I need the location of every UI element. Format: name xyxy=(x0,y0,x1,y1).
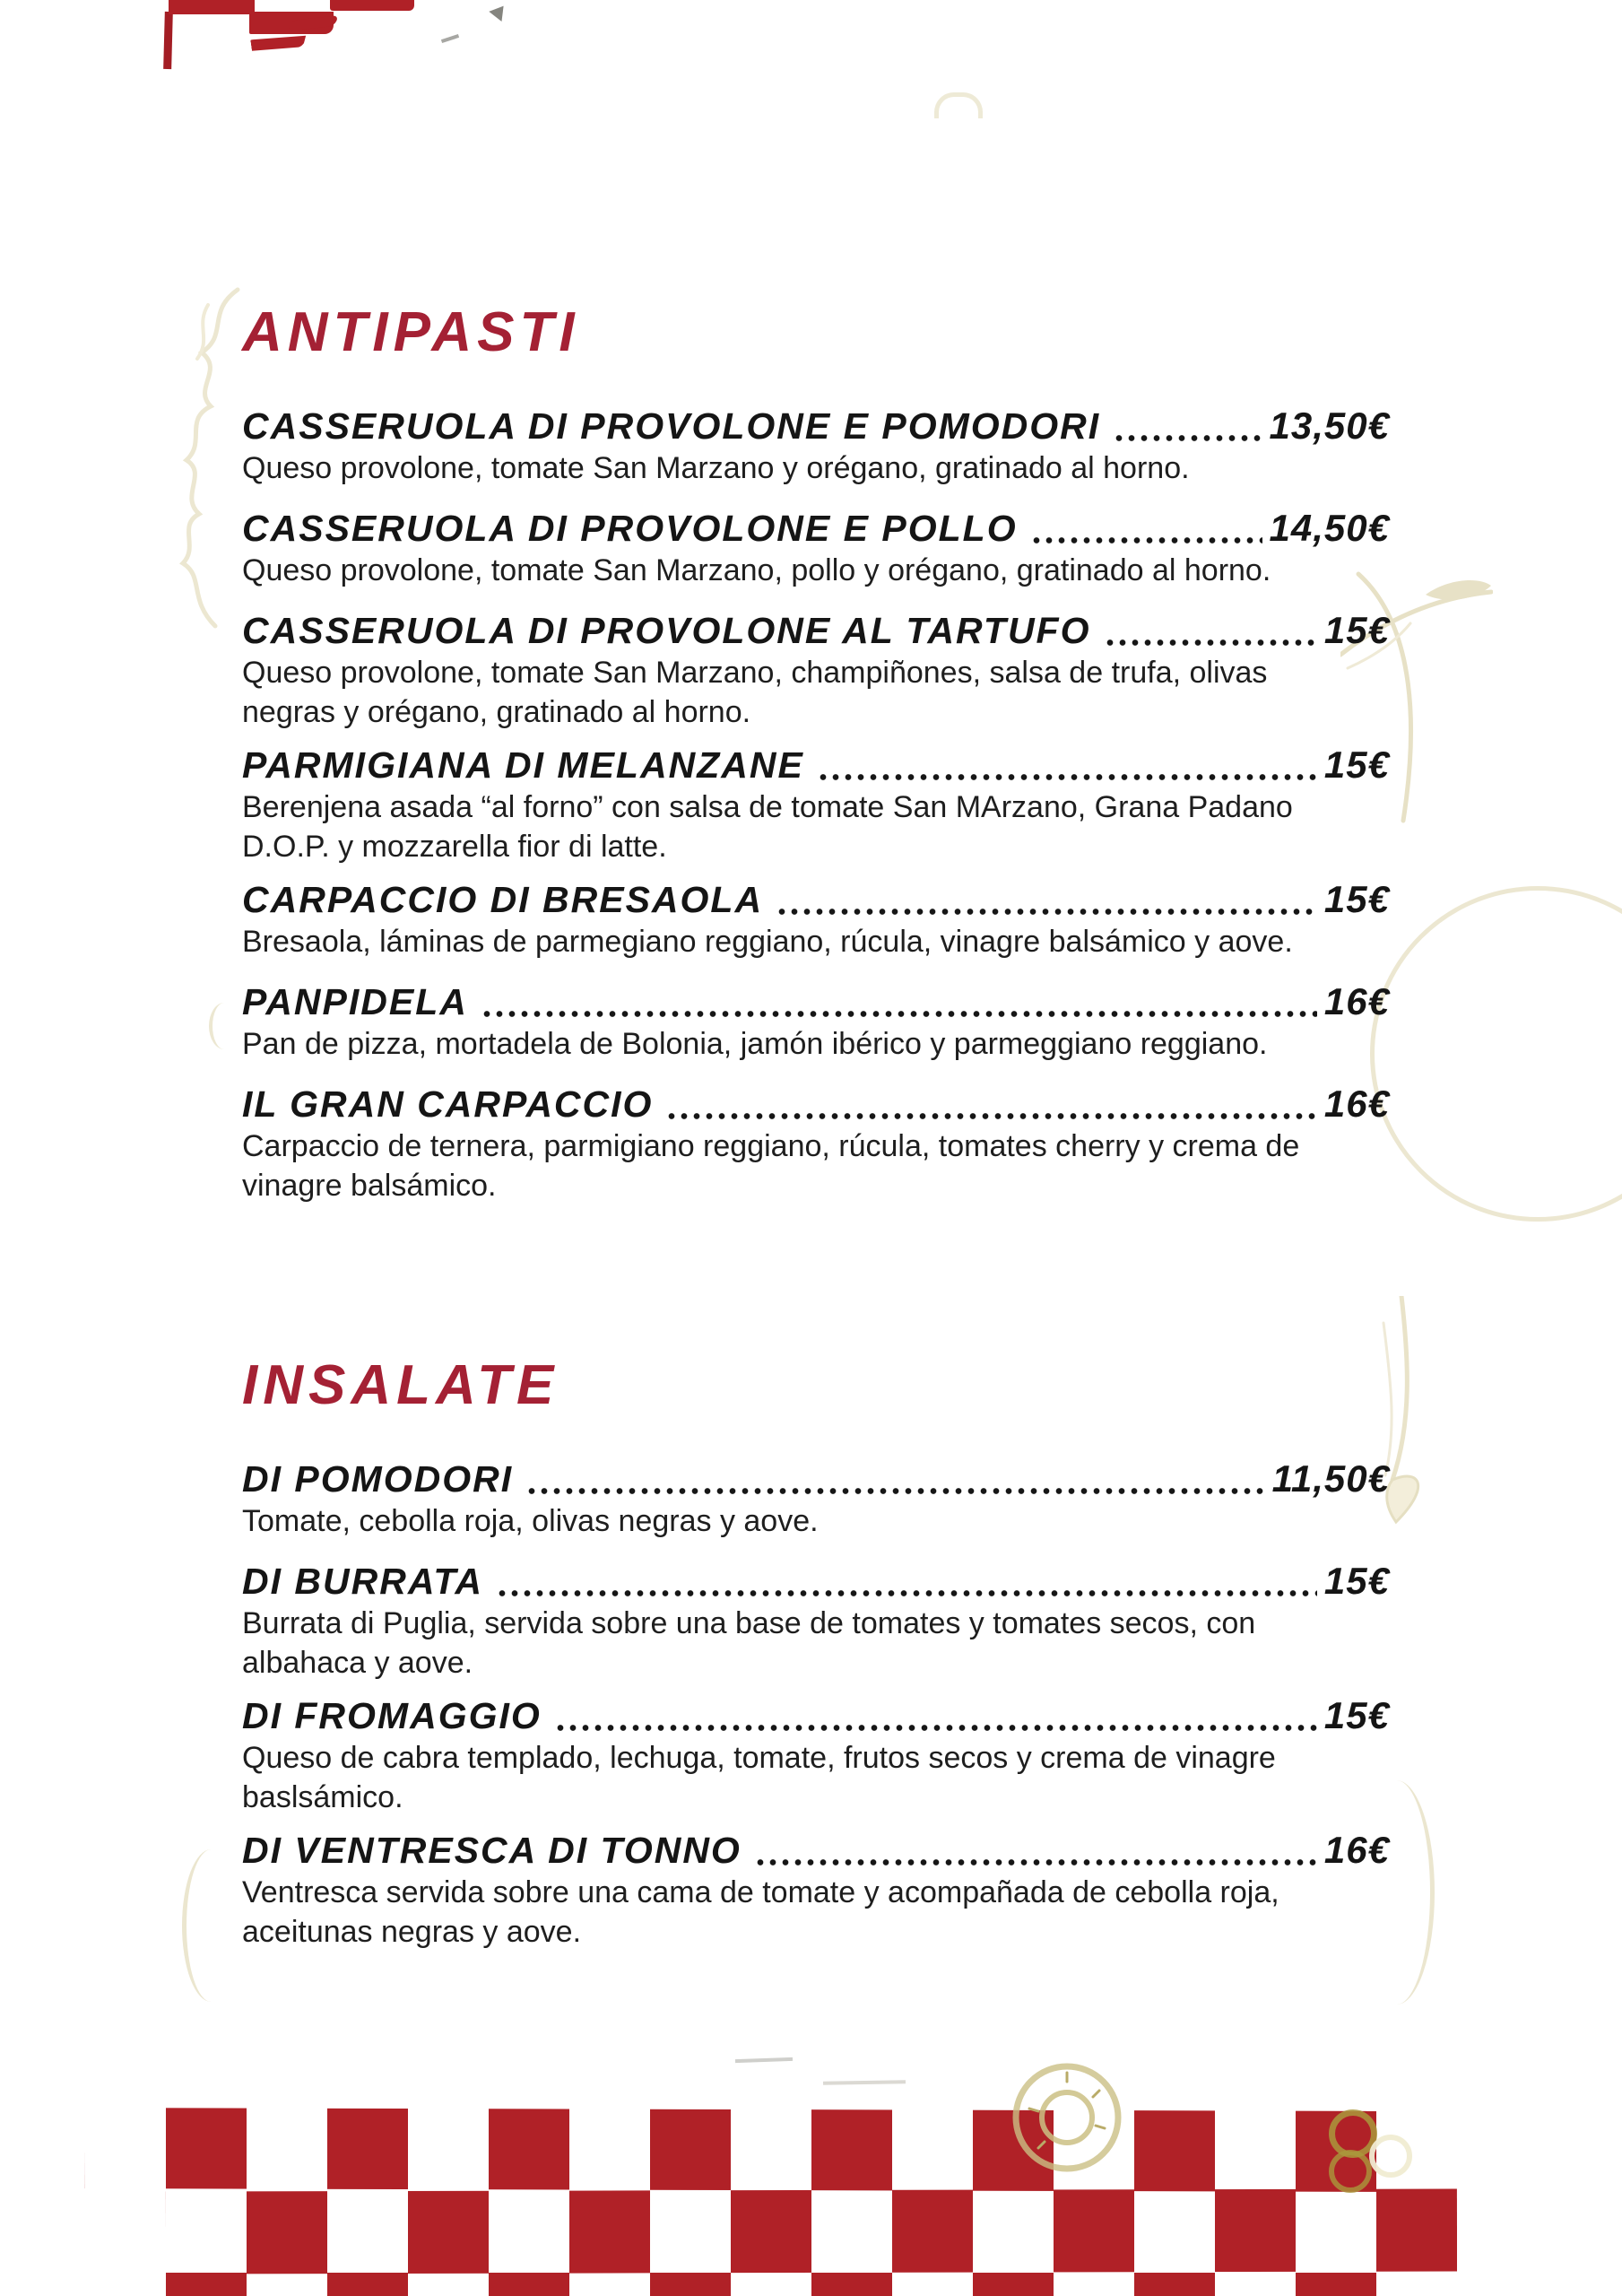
item-name: CASSERUOLA DI PROVOLONE E POMODORI xyxy=(242,405,1101,447)
menu-item xyxy=(242,1457,1390,1541)
leaf-squiggle-doodle xyxy=(152,285,251,653)
item-description-line: Pan de pizza, mortadela de Bolonia, jamón ibérico y parmeggiano reggiano. xyxy=(242,1027,1268,1061)
item-row xyxy=(242,1082,1390,1126)
dotted-leader xyxy=(665,1112,1316,1120)
item-price: 15€ xyxy=(1323,1560,1390,1602)
item-row xyxy=(242,506,1390,551)
ink-speck xyxy=(441,34,459,43)
item-description-line: Queso provolone, tomate San Marzano, pollo y orégano, gratinado al horno. xyxy=(242,553,1271,587)
item-price: 16€ xyxy=(1323,1829,1390,1871)
item-price: 16€ xyxy=(1323,1083,1390,1125)
menu-item xyxy=(242,608,1390,732)
item-description-line: aceitunas negras y aove. xyxy=(242,1915,582,1949)
menu-item xyxy=(242,506,1390,590)
item-description xyxy=(242,1873,1390,1952)
dotted-leader xyxy=(817,773,1317,781)
item-name: CASSERUOLA DI PROVOLONE E POLLO xyxy=(242,508,1018,549)
item-description-line: Carpaccio de ternera, parmigiano reggiano, rúcula, tomates cherry y crema de xyxy=(242,1129,1300,1163)
item-description-line: Queso de cabra templado, lechuga, tomate, frutos secos y crema de vinagre xyxy=(242,1741,1276,1775)
item-row xyxy=(242,404,1390,448)
item-description-line: baslsámico. xyxy=(242,1780,403,1814)
item-name: PANPIDELA xyxy=(242,981,468,1022)
gray-smudge xyxy=(735,2057,793,2063)
checker-fragment-square xyxy=(330,0,414,11)
menu-item xyxy=(242,979,1390,1064)
item-row xyxy=(242,1828,1390,1873)
item-price: 16€ xyxy=(1323,980,1390,1022)
dotted-leader xyxy=(1030,536,1262,544)
item-price: 15€ xyxy=(1323,609,1390,651)
item-description xyxy=(242,551,1390,590)
pale-ring-doodle xyxy=(1369,2135,1412,2178)
item-description xyxy=(242,1604,1390,1683)
dotted-leader xyxy=(481,1010,1317,1018)
item-description xyxy=(242,1024,1390,1064)
stamp-ring-doodle xyxy=(1011,2062,1123,2173)
brush-stroke xyxy=(250,32,308,54)
item-name: DI FROMAGGIO xyxy=(242,1695,542,1736)
menu-content xyxy=(242,303,1390,1962)
arc-doodle xyxy=(182,1849,240,2002)
item-description xyxy=(242,448,1390,488)
item-price: 14,50€ xyxy=(1269,507,1390,549)
arc-doodle xyxy=(934,92,983,118)
item-price: 15€ xyxy=(1323,878,1390,920)
item-name: IL GRAN CARPACCIO xyxy=(242,1083,654,1125)
item-description-line: Berenjena asada “al forno” con salsa de tomate San MArzano, Grana Padano xyxy=(242,790,1293,824)
checkerboard-row xyxy=(85,2273,1385,2296)
item-row xyxy=(242,1457,1390,1501)
ink-speck xyxy=(489,1,509,22)
item-name: DI VENTRESCA DI TONNO xyxy=(242,1830,742,1871)
gray-smudge xyxy=(823,2080,906,2085)
item-row xyxy=(242,743,1390,787)
item-price: 15€ xyxy=(1323,1694,1390,1736)
item-description-line: Ventresca servida sobre una cama de tomate y acompañada de cebolla roja, xyxy=(242,1875,1279,1909)
item-row xyxy=(242,877,1390,922)
item-description xyxy=(242,1126,1390,1205)
item-name: DI BURRATA xyxy=(242,1561,484,1602)
menu-item xyxy=(242,1828,1390,1952)
plate-circle-doodle xyxy=(1370,886,1622,1222)
item-name: CASSERUOLA DI PROVOLONE AL TARTUFO xyxy=(242,610,1091,651)
dotted-leader xyxy=(754,1858,1317,1866)
item-row xyxy=(242,1693,1390,1738)
item-price: 15€ xyxy=(1323,744,1390,786)
item-description-line: Queso provolone, tomate San Marzano, champiñones, salsa de trufa, olivas xyxy=(242,656,1268,690)
checkerboard-row xyxy=(85,2108,1385,2192)
item-description-line: D.O.P. y mozzarella fior di latte. xyxy=(242,830,667,864)
checkerboard-row xyxy=(166,2188,1457,2274)
item-description xyxy=(242,1738,1390,1817)
menu-item xyxy=(242,1082,1390,1205)
item-description-line: albahaca y aove. xyxy=(242,1646,473,1680)
menu-item xyxy=(242,1693,1390,1817)
item-name: PARMIGIANA DI MELANZANE xyxy=(242,744,804,786)
item-description-line: vinagre balsámico. xyxy=(242,1169,497,1203)
menu-item xyxy=(242,743,1390,866)
dotted-leader xyxy=(525,1487,1264,1495)
section-heading-antipasti: ANTIPASTI xyxy=(242,301,580,363)
dotted-leader xyxy=(496,1589,1317,1597)
item-row xyxy=(242,608,1390,653)
menu-item xyxy=(242,404,1390,488)
item-description-line: Queso provolone, tomate San Marzano y orégano, gratinado al horno. xyxy=(242,451,1190,485)
item-description-line: negras y orégano, gratinado al horno. xyxy=(242,695,751,729)
item-description-line: Burrata di Puglia, servida sobre una base de tomates y tomates secos, con xyxy=(242,1606,1256,1640)
dotted-leader xyxy=(1113,434,1262,442)
item-description-line: Tomate, cebolla roja, olivas negras y aove. xyxy=(242,1504,819,1538)
item-row xyxy=(242,1559,1390,1604)
item-name: CARPACCIO DI BRESAOLA xyxy=(242,879,764,920)
checker-fragment-bar xyxy=(163,12,173,69)
arc-doodle xyxy=(209,1003,239,1049)
item-description xyxy=(242,653,1390,732)
menu-item xyxy=(242,877,1390,961)
checker-fragment-square xyxy=(169,0,255,14)
item-name: DI POMODORI xyxy=(242,1458,514,1500)
item-description xyxy=(242,787,1390,866)
section-heading-insalate: INSALATE xyxy=(242,1354,559,1416)
item-price: 13,50€ xyxy=(1269,404,1390,447)
item-row xyxy=(242,979,1390,1024)
item-description-line: Bresaola, láminas de parmegiano reggiano, rúcula, vinagre balsámico y aove. xyxy=(242,925,1293,959)
olive-ring-doodle xyxy=(1329,2150,1372,2193)
dotted-leader xyxy=(1104,639,1317,647)
menu-item xyxy=(242,1559,1390,1683)
item-description xyxy=(242,1501,1390,1541)
dotted-leader xyxy=(776,908,1317,916)
item-price: 11,50€ xyxy=(1271,1457,1390,1500)
item-description xyxy=(242,922,1390,961)
dotted-leader xyxy=(554,1724,1317,1732)
